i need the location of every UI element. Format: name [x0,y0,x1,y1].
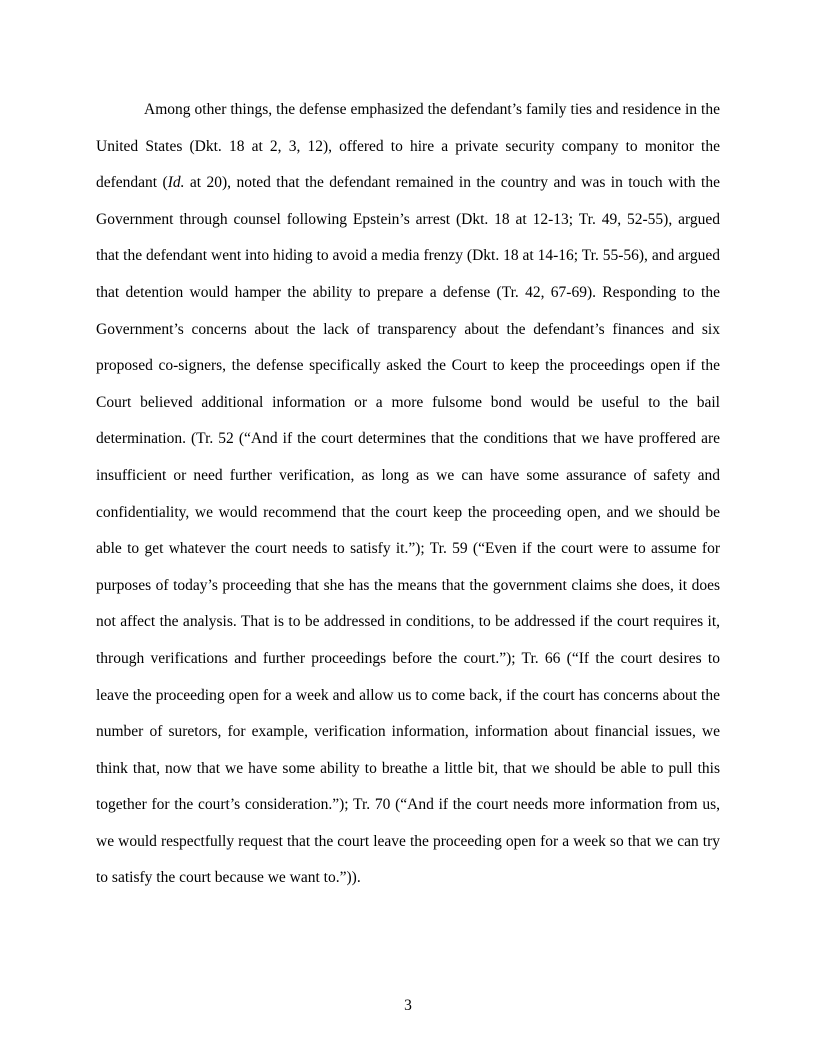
citation-id-italic: Id. [167,174,185,192]
paragraph-text-part-1: Among other things, the defense emphasized the defendant’s family ties and residence in the United States (Dkt. 18 at 2, 3, 12), offered to hire a private security company to monitor the defendant ( [96,101,720,192]
body-paragraph [96,92,720,897]
page-number: 3 [404,997,412,1014]
paragraph-text-part-2: at 20), noted that the defendant remained in the country and was in touch with the Government through counsel following Epstein’s arrest (Dkt. 18 at 12-13; Tr. 49, 52-55), argued that the defendant went into hiding to avoid a media frenzy (Dkt. 18 at 14-16; Tr. 55-56), and argued that detention would hamper the ability to prepare a defense (Tr. 42, 67-69). Responding to the Government’s concerns about the lack of transparency about the defendant’s finances and six proposed co-signers, the defense specifically asked the Court to keep the proceedings open if the Court believed additional information or a more fulsome bond would be useful to the bail determination. (Tr. 52 (“And if the court determines that the conditions that we have proffered are insufficient or need further verification, as long as we can have some assurance of safety and confidentiality, we would recommend that the court keep the proceeding open, and we should be able to get whatever the court needs to satisfy it.”); Tr. 59 (“Even if the court were to assume for purposes of today’s proceeding that she has the means that the government claims she does, it does not affect the analysis. That is to be addressed in conditions, to be addressed if the court requires it, through verifications and further proceedings before the court.”); Tr. 66 (“If the court desires to leave the proceeding open for a week and allow us to come back, if the court has concerns about the number of suretors, for example, verification information, information about financial issues, we think that, now that we have some ability to breathe a little bit, that we should be able to pull this together for the court’s consideration.”); Tr. 70 (“And if the court needs more information from us, we would respectfully request that the court leave the proceeding open for a week so that we can try to satisfy the court because we want to.”)). [96,174,720,887]
